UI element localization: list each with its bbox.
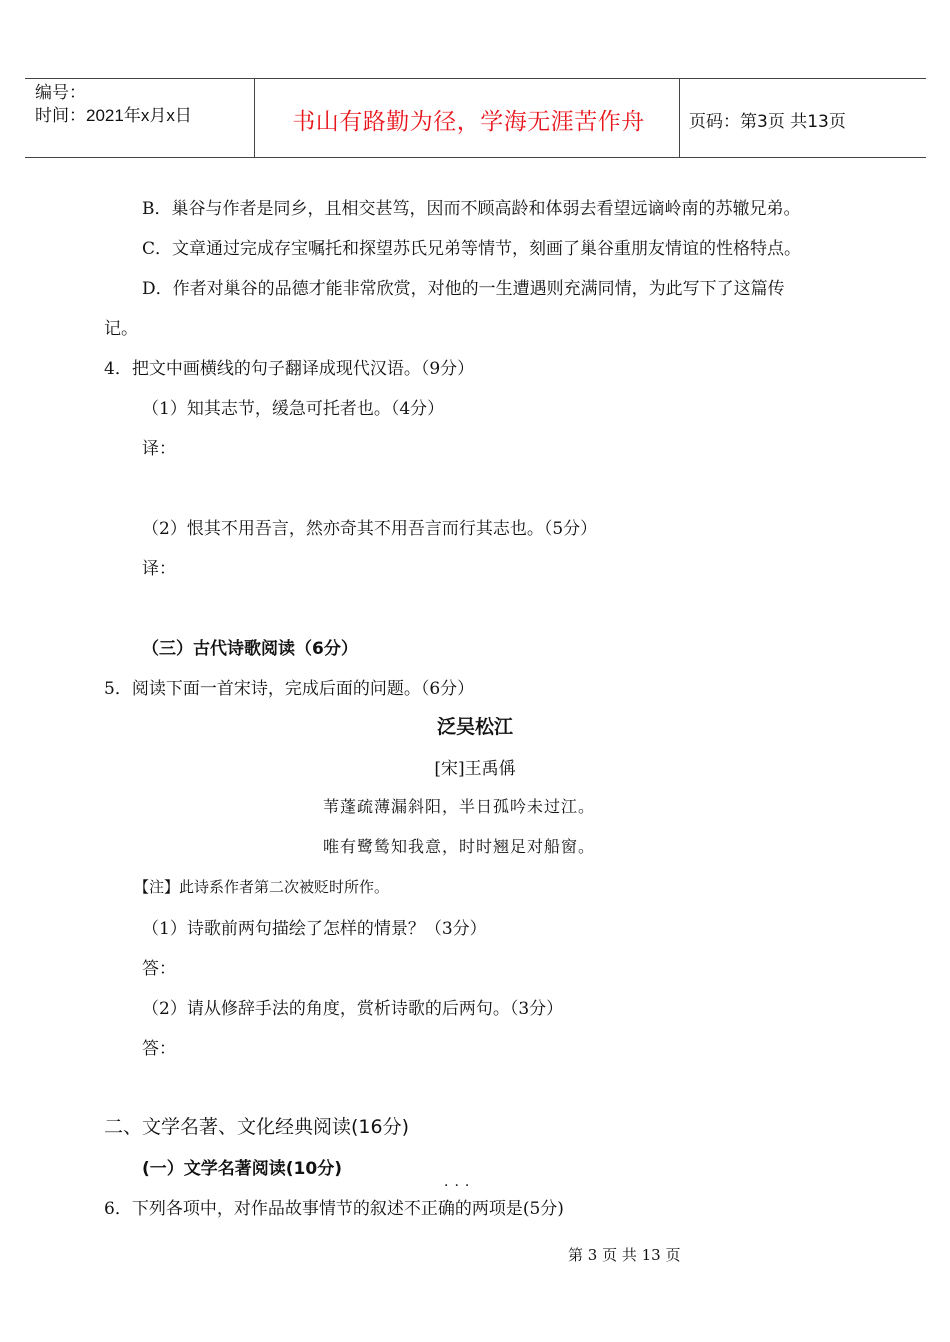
question-4-sub-1: （1）知其志节，缓急可托者也。（4分） xyxy=(142,399,445,419)
question-5-sub-2: （2）请从修辞手法的角度，赏析诗歌的后两句。（3分） xyxy=(142,999,564,1019)
option-d-continued: 记。 xyxy=(104,319,138,339)
part-2-heading: 二、文学名著、文化经典阅读(16分) xyxy=(104,1116,410,1138)
header-page-number: 页码：第3页 共13页 xyxy=(689,112,846,132)
question-5: 5．阅读下面一首宋诗，完成后面的问题。（6分） xyxy=(104,679,475,699)
poem-title: 泛吴松江 xyxy=(436,716,513,738)
section-poetry-heading: （三）古代诗歌阅读（6分） xyxy=(142,639,358,659)
page-footer: 第 3 页 共 13 页 xyxy=(568,1246,681,1264)
page-header xyxy=(25,78,926,158)
option-b: B．巢谷与作者是同乡，且相交甚笃，因而不顾高龄和体弱去看望远谪岭南的苏辙兄弟。 xyxy=(142,199,801,219)
poem-line-1: 苇蓬疏薄漏斜阳，半日孤吟未过江。 xyxy=(323,797,596,816)
question-5-sub-1: （1）诗歌前两句描绘了怎样的情景？（3分） xyxy=(142,919,487,939)
question-6: 6．下列各项中，对作品故事情节的叙述不正确的两项是(5分) xyxy=(104,1199,564,1219)
answer-label: 答： xyxy=(142,1039,176,1059)
emphasis-dots: ··· xyxy=(444,1178,476,1194)
option-d: D．作者对巢谷的品德才能非常欣赏，对他的一生遭遇则充满同情，为此写下了这篇传 xyxy=(142,279,785,299)
poem-author: [宋]王禹偁 xyxy=(434,759,516,779)
header-time: 时间：2021年x月x日 xyxy=(35,106,192,125)
header-divider xyxy=(254,79,255,157)
answer-label: 译： xyxy=(142,559,176,579)
question-4: 4．把文中画横线的句子翻译成现代汉语。（9分） xyxy=(104,359,475,379)
section-classics-heading: (一）文学名著阅读(10分) xyxy=(142,1159,342,1179)
header-meta xyxy=(35,81,192,127)
header-number: 编号： xyxy=(35,83,86,102)
answer-label: 译： xyxy=(142,439,176,459)
option-c: C．文章通过完成存宝嘱托和探望苏氏兄弟等情节，刻画了巢谷重朋友情谊的性格特点。 xyxy=(142,239,802,259)
question-4-sub-2: （2）恨其不用吾言，然亦奇其不用吾言而行其志也。（5分） xyxy=(142,519,598,539)
poem-line-2: 唯有鹭鸶知我意，时时翘足对船窗。 xyxy=(323,837,596,856)
poem-note: 【注】此诗系作者第二次被贬时所作。 xyxy=(134,878,390,896)
answer-label: 答： xyxy=(142,959,176,979)
header-motto: 书山有路勤为径，学海无涯苦作舟 xyxy=(292,109,645,135)
